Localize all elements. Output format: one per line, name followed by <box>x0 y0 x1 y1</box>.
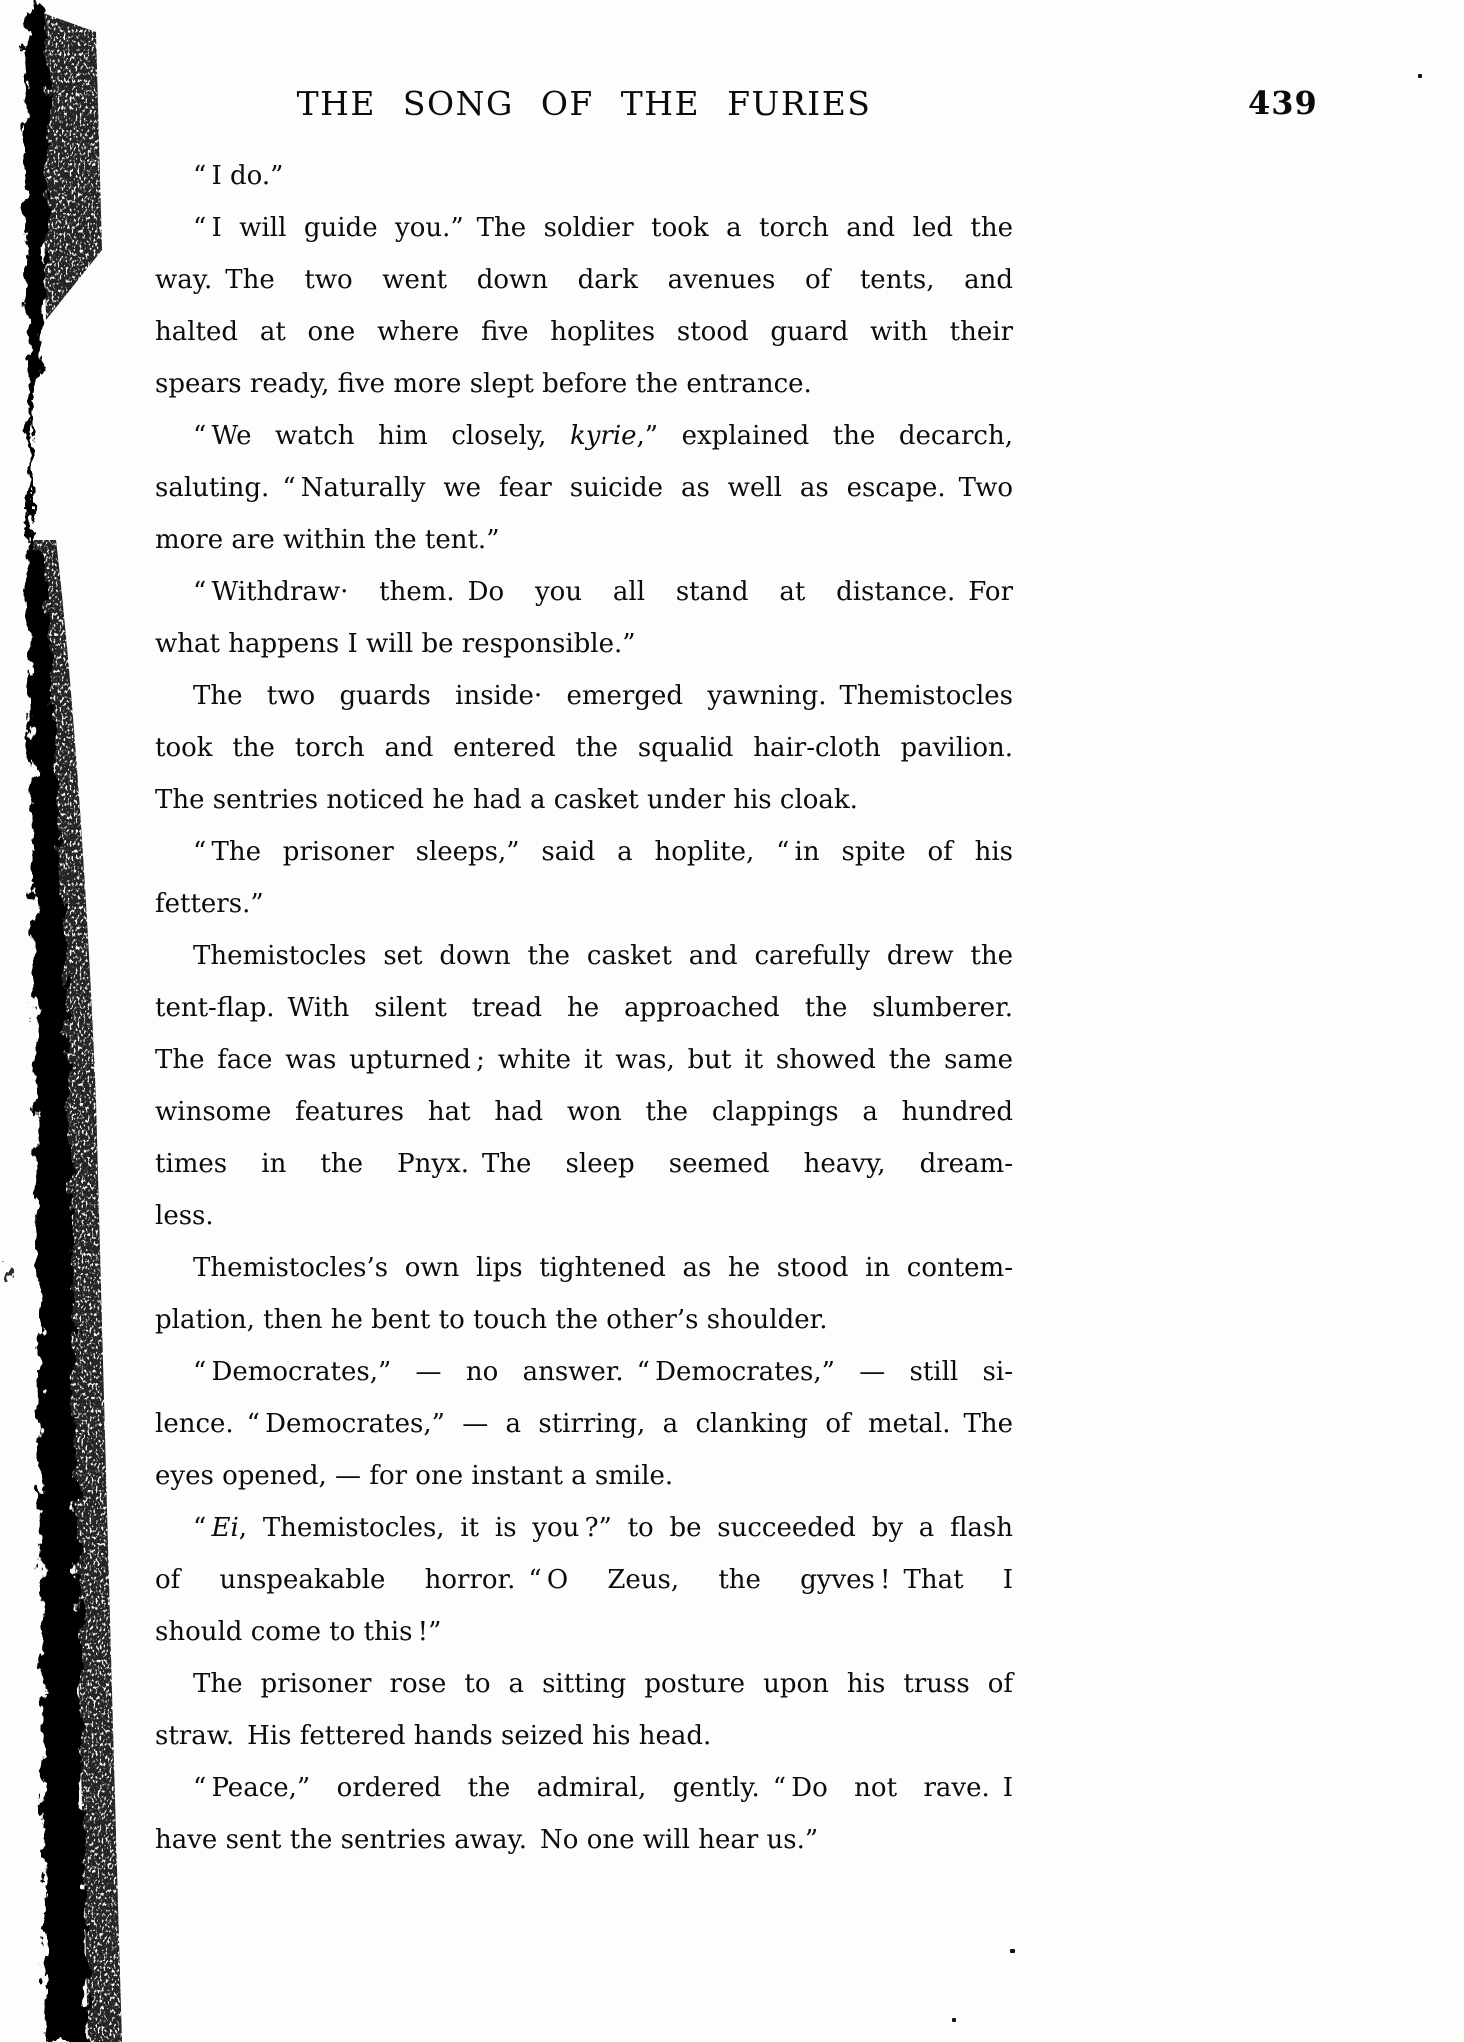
paragraph <box>155 202 1013 410</box>
text-line <box>155 306 1013 358</box>
text-line <box>155 826 1013 878</box>
text-run: “ Democrates,” — no answer. “ Democrates,” — still si- <box>193 1357 1013 1387</box>
text-run: less. <box>155 1201 214 1231</box>
paragraph <box>155 826 1013 930</box>
paragraph <box>155 930 1013 1242</box>
text-run: fetters.” <box>155 889 264 919</box>
text-run: “ Peace,” ordered the admiral, gently. “ Do not rave. I <box>193 1773 1013 1803</box>
text-line <box>155 1086 1013 1138</box>
paragraph <box>155 1346 1013 1502</box>
paragraph <box>155 150 1013 202</box>
text-run: , Themistocles, it is you ?” to be succeeded by a flash <box>238 1513 1013 1543</box>
text-line <box>155 774 1013 826</box>
text-run: The sentries noticed he had a casket under his cloak. <box>155 785 858 815</box>
binding-scan-artifact <box>0 0 150 2042</box>
italic-text-run: Ei <box>211 1513 239 1543</box>
text-run: times in the Pnyx. The sleep seemed heavy, dream- <box>155 1149 1013 1179</box>
text-run: spears ready, five more slept before the entrance. <box>155 369 812 399</box>
text-line <box>155 1658 1013 1710</box>
paragraph <box>155 1658 1013 1762</box>
text-line <box>155 930 1013 982</box>
text-run: tent-flap. With silent tread he approached the slumberer. <box>155 993 1013 1023</box>
text-run: of unspeakable horror. “ O Zeus, the gyves ! That I <box>155 1565 1013 1595</box>
page-text <box>155 150 1013 1866</box>
text-line <box>155 462 1013 514</box>
paragraph <box>155 1762 1013 1866</box>
text-line <box>155 618 1013 670</box>
text-run: winsome features hat had won the clappings a hundred <box>155 1097 1013 1127</box>
text-run: plation, then he bent to touch the other’s shoulder. <box>155 1305 828 1335</box>
text-line <box>155 254 1013 306</box>
text-run: The face was upturned ; white it was, but it showed the same <box>155 1045 1013 1075</box>
text-run: The prisoner rose to a sitting posture upon his truss of <box>193 1669 1013 1699</box>
text-line <box>155 1502 1013 1554</box>
text-run: “ I do.” <box>193 161 284 191</box>
text-line <box>155 358 1013 410</box>
text-run: lence. “ Democrates,” — a stirring, a clanking of metal. The <box>155 1409 1013 1439</box>
text-line <box>155 1346 1013 1398</box>
text-run: Themistocles set down the casket and carefully drew the <box>193 941 1013 971</box>
text-run: straw. His fettered hands seized his head. <box>155 1721 712 1751</box>
text-run: more are within the tent.” <box>155 525 500 555</box>
text-run: have sent the sentries away. No one will hear us.” <box>155 1825 819 1855</box>
text-run: “ The prisoner sleeps,” said a hoplite, “ in spite of his <box>193 837 1013 867</box>
text-line <box>155 1294 1013 1346</box>
paragraph <box>155 566 1013 670</box>
scan-speck <box>952 2018 956 2022</box>
text-line <box>155 1190 1013 1242</box>
text-run: The two guards inside· emerged yawning. Themistocles <box>193 681 1013 711</box>
text-run: saluting. “ Naturally we fear suicide as well as escape. Two <box>155 473 1013 503</box>
text-line <box>155 982 1013 1034</box>
text-line <box>155 878 1013 930</box>
text-run: way. The two went down dark avenues of tents, and <box>155 265 1013 295</box>
page-number: 439 <box>1248 84 1318 122</box>
text-line <box>155 1762 1013 1814</box>
text-line <box>155 1450 1013 1502</box>
text-run: should come to this !” <box>155 1617 442 1647</box>
text-run: ,” explained the decarch, <box>636 421 1013 451</box>
text-line <box>155 1606 1013 1658</box>
paragraph <box>155 670 1013 826</box>
text-run: halted at one where five hoplites stood guard with their <box>155 317 1013 347</box>
text-line <box>155 514 1013 566</box>
text-line <box>155 1398 1013 1450</box>
text-run: took the torch and entered the squalid hair-cloth pavilion. <box>155 733 1013 763</box>
running-head-title: THE SONG OF THE FURIES <box>296 84 872 123</box>
text-line <box>155 1710 1013 1762</box>
text-run: eyes opened, — for one instant a smile. <box>155 1461 674 1491</box>
text-run: Themistocles’s own lips tightened as he stood in contem- <box>193 1253 1013 1283</box>
text-line <box>155 202 1013 254</box>
scan-speck <box>1418 74 1422 78</box>
text-line <box>155 670 1013 722</box>
text-line <box>155 410 1013 462</box>
text-run: “ <box>193 1513 212 1543</box>
text-line <box>155 1814 1013 1866</box>
paragraph <box>155 410 1013 566</box>
text-line <box>155 1554 1013 1606</box>
italic-text-run: kyrie <box>569 421 637 451</box>
text-run: “ Withdraw· them. Do you all stand at distance. For <box>193 577 1013 607</box>
text-line <box>155 1034 1013 1086</box>
paragraph <box>155 1242 1013 1346</box>
text-line <box>155 150 1013 202</box>
text-line <box>155 1138 1013 1190</box>
text-line <box>155 566 1013 618</box>
paragraph <box>155 1502 1013 1658</box>
text-run: what happens I will be responsible.” <box>155 629 636 659</box>
scan-speck <box>1010 1949 1015 1953</box>
text-run: “ I will guide you.” The soldier took a torch and led the <box>193 213 1013 243</box>
text-line <box>155 1242 1013 1294</box>
text-run: “ We watch him closely, <box>193 421 570 451</box>
text-line <box>155 722 1013 774</box>
